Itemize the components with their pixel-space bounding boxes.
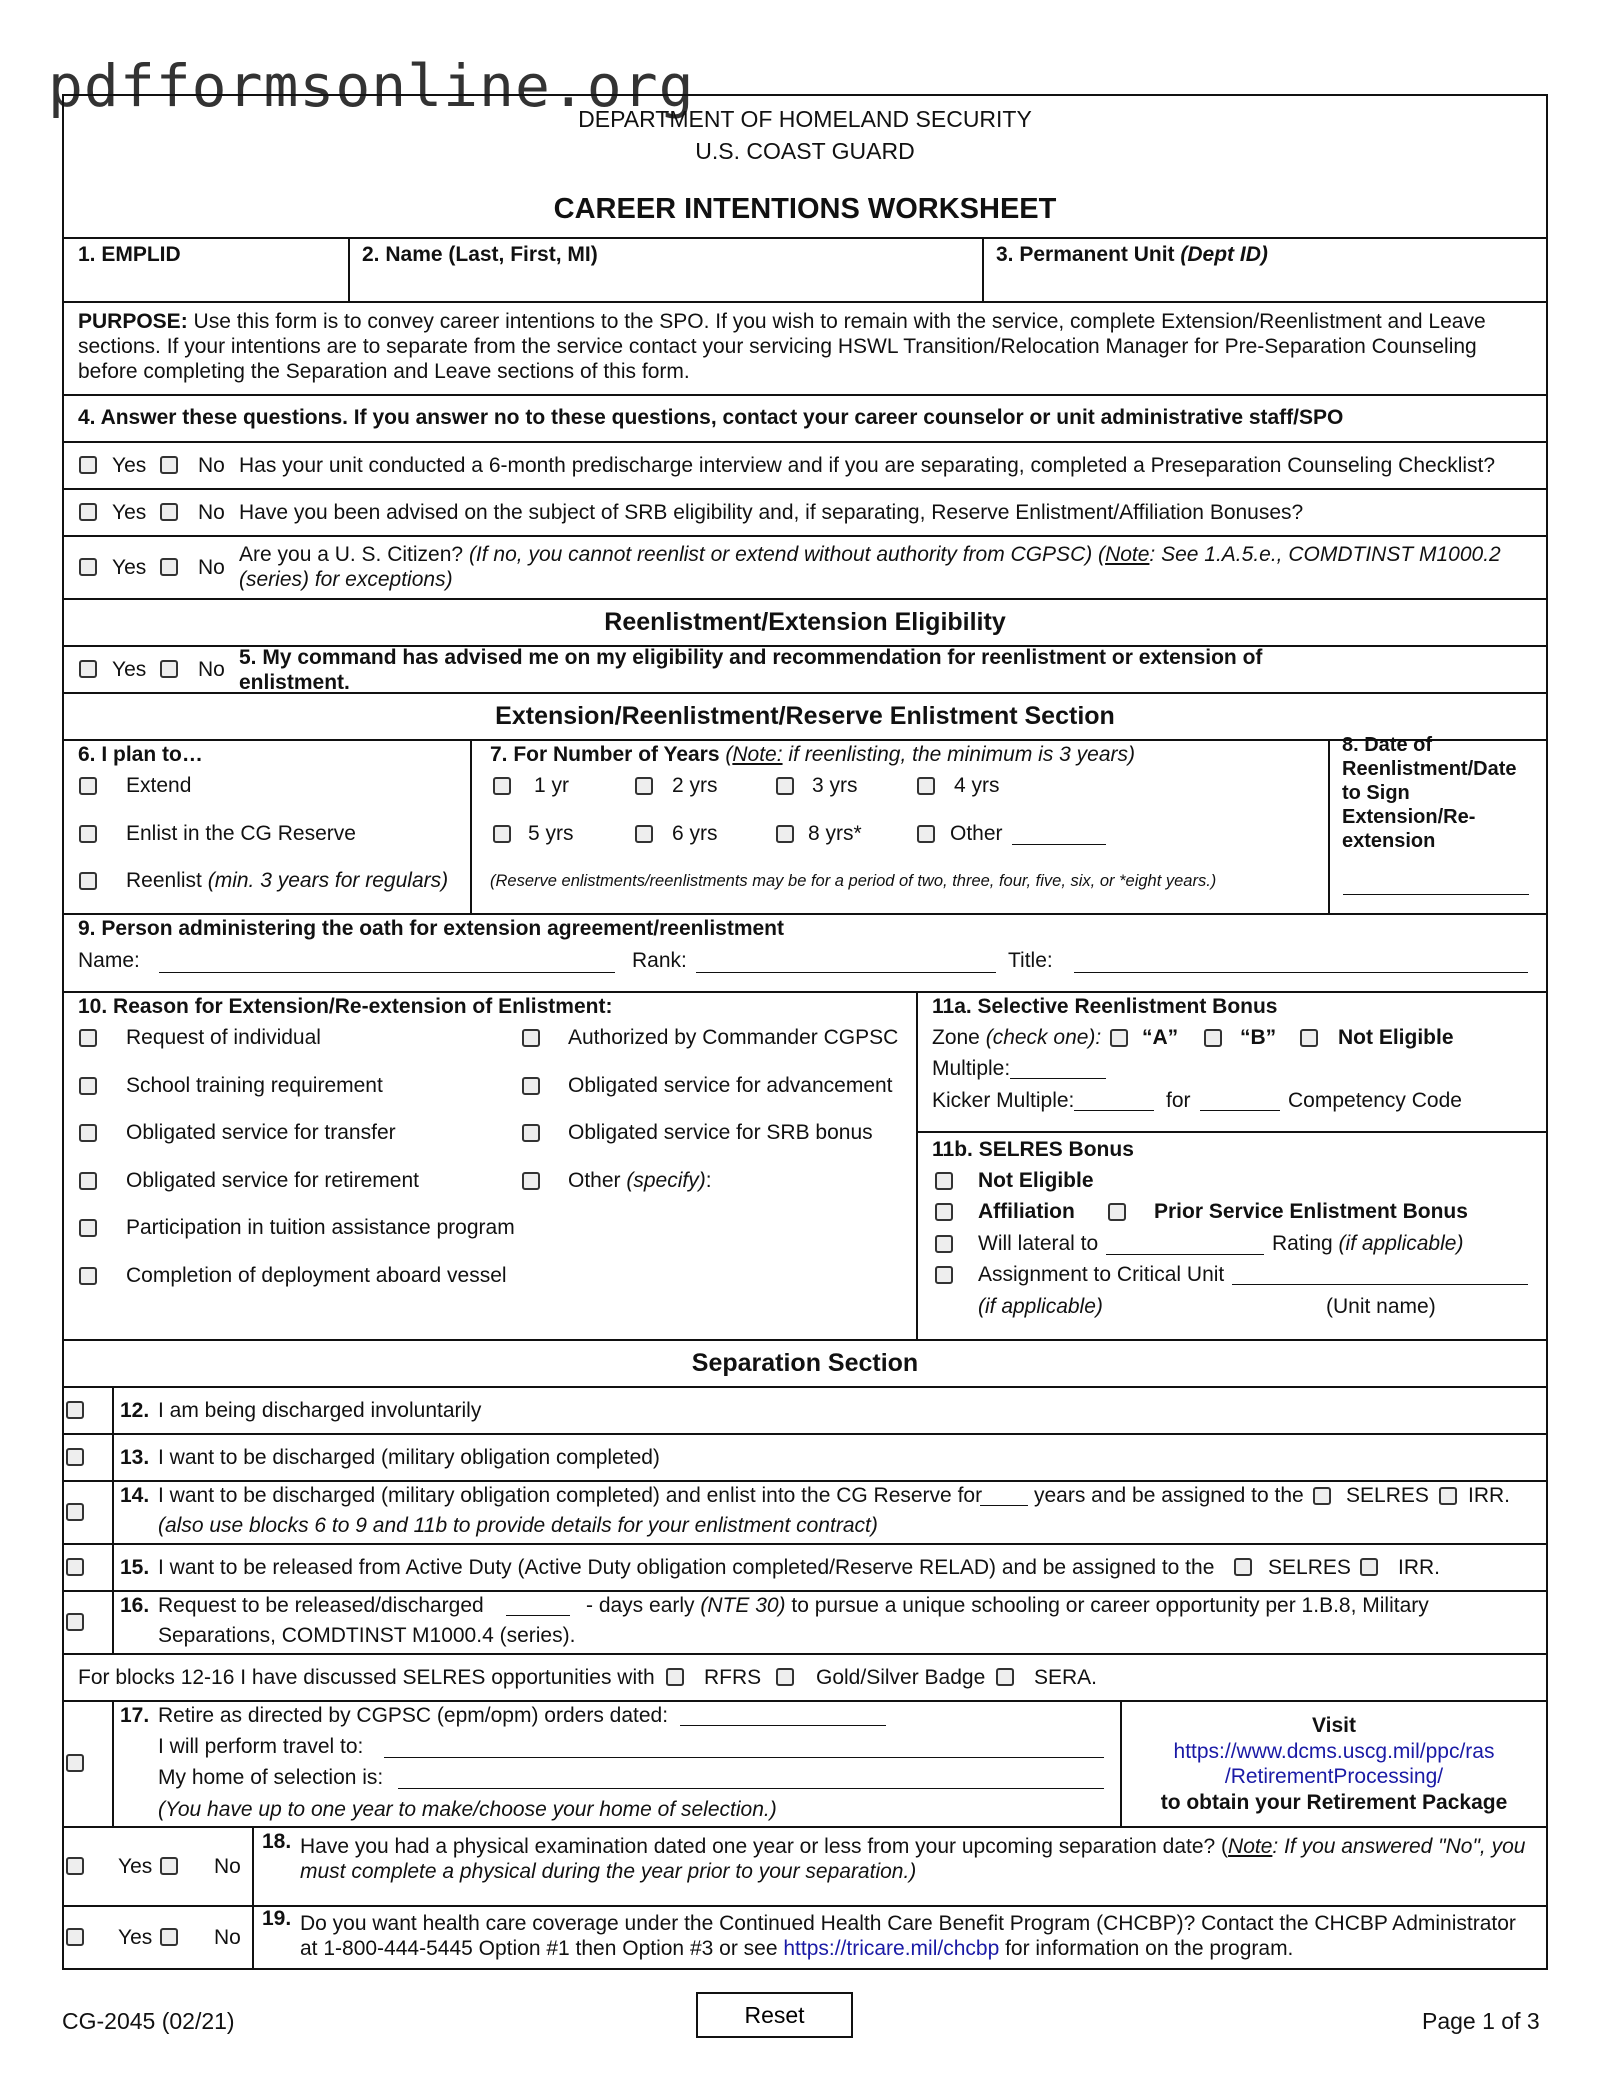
q15-selres-checkbox[interactable] — [1234, 1558, 1252, 1576]
q18-no-checkbox[interactable] — [160, 1857, 178, 1875]
q18-row — [64, 1828, 1546, 1907]
reason-label: Obligated service for transfer — [126, 1121, 396, 1144]
selres-heading: 11b. SELRES Bonus — [932, 1138, 1134, 1161]
for-label: for — [1166, 1089, 1191, 1112]
enlist-reserve-checkbox[interactable] — [79, 825, 97, 843]
q12-number: 12. — [120, 1399, 150, 1422]
travel-label: I will perform travel to: — [158, 1735, 364, 1758]
organization-title: U.S. COAST GUARD — [695, 138, 915, 164]
reason-label: Authorized by Commander CGPSC — [568, 1026, 899, 1049]
separation-heading-row — [64, 1341, 1546, 1388]
selres-discussion-row — [64, 1655, 1546, 1702]
emplid-label: 1. EMPLID — [78, 243, 181, 266]
q4-3-text: Are you a U. S. Citizen? (If no, you cannot reenlist or extend without authority from CGPSC) (Note: See 1.A.5.e., COMDTINST M1000.2 (series) for exceptions) — [239, 543, 1501, 591]
retirement-link[interactable]: https://www.dcms.uscg.mil/ppc/ras — [1173, 1740, 1495, 1763]
q14-selres-checkbox[interactable] — [1313, 1487, 1331, 1505]
q16-days-field[interactable] — [506, 1596, 570, 1616]
purpose-text: Use this form is to convey career intentions to the SPO. If you wish to remain with the service, complete Extension/Reenlistment and Leave sections. If your intentions are to separate from the service contact your servicing HSWL Transition/Relocation Manager for Pre-Separation Counseling before completing the Separation and Leave sections of this form. — [78, 310, 1486, 383]
zone-b-checkbox[interactable] — [1204, 1029, 1222, 1047]
q12-checkbox[interactable] — [66, 1401, 84, 1419]
q16-text-3: Separations, COMDTINST M1000.4 (series). — [158, 1624, 576, 1647]
no-label: No — [214, 1855, 241, 1878]
q12-text: I am being discharged involuntarily — [158, 1399, 482, 1422]
rating-label: Rating (if applicable) — [1272, 1232, 1464, 1255]
q15-checkbox[interactable] — [66, 1558, 84, 1576]
q13-checkbox[interactable] — [66, 1448, 84, 1466]
extend-checkbox[interactable] — [79, 777, 97, 795]
yes-label: Yes — [112, 658, 147, 681]
multiple-label: Multiple: — [932, 1057, 1011, 1080]
prior-service-checkbox[interactable] — [1108, 1203, 1126, 1221]
q5-text: 5. My command has advised me on my eligibility and recommendation for reenlistment or extension of enlistment. — [239, 646, 1263, 694]
no-label: No — [198, 658, 225, 681]
years-2-checkbox[interactable] — [635, 777, 653, 795]
q13-row — [64, 1435, 1546, 1482]
reason-transfer-checkbox[interactable] — [79, 1124, 97, 1142]
reason-label: Participation in tuition assistance program — [126, 1216, 515, 1239]
yes-label: Yes — [112, 501, 147, 524]
enlist-reserve-label: Enlist in the CG Reserve — [126, 822, 356, 845]
eligibility-heading-row — [64, 600, 1546, 647]
q14-note: (also use blocks 6 to 9 and 11b to provide details for your enlistment contract) — [158, 1514, 878, 1537]
reenlist-label: Reenlist (min. 3 years for regulars) — [126, 869, 449, 892]
extension-heading-row — [64, 694, 1546, 741]
permanent-unit-label: 3. Permanent Unit (Dept ID) — [996, 243, 1268, 266]
q15-row — [64, 1545, 1546, 1592]
badge-label: Gold/Silver Badge — [816, 1666, 986, 1689]
sera-label: SERA. — [1034, 1666, 1098, 1689]
reason-label: Request of individual — [126, 1026, 321, 1049]
years-5-label: 5 yrs — [528, 822, 574, 845]
reenlist-checkbox[interactable] — [79, 872, 97, 890]
reason-other-label: Other (specify): — [568, 1169, 712, 1192]
affiliation-label: Affiliation — [978, 1200, 1075, 1223]
selres-not-eligible-label: Not Eligible — [978, 1169, 1094, 1192]
reason-label: Obligated service for SRB bonus — [568, 1121, 873, 1144]
oath-row — [64, 915, 1546, 993]
reason-label: Obligated service for retirement — [126, 1169, 419, 1192]
name-label: 2. Name (Last, First, MI) — [362, 243, 598, 266]
oath-title-field[interactable] — [1074, 953, 1528, 973]
form-header — [64, 96, 1546, 239]
yes-label: Yes — [118, 1855, 153, 1878]
q16-number: 16. — [120, 1594, 150, 1617]
home-note: (You have up to one year to make/choose your home of selection.) — [158, 1798, 777, 1821]
q6-label: 6. I plan to… — [78, 743, 203, 766]
competency-label: Competency Code — [1288, 1089, 1462, 1112]
if-applicable-label: (if applicable) — [978, 1295, 1103, 1318]
q13-number: 13. — [120, 1446, 150, 1469]
q19-yes-checkbox[interactable] — [66, 1928, 84, 1946]
q19-row — [64, 1907, 1546, 1970]
q14-years-field[interactable] — [980, 1486, 1028, 1506]
oath-title-label: Title: — [1008, 949, 1053, 972]
q15-number: 15. — [120, 1556, 150, 1579]
lateral-field[interactable] — [1106, 1235, 1264, 1255]
q12-row — [64, 1388, 1546, 1435]
q4-1-yes-checkbox[interactable] — [79, 456, 97, 474]
competency-field[interactable] — [1200, 1091, 1280, 1111]
reason-cgpsc-checkbox[interactable] — [522, 1029, 540, 1047]
yes-label: Yes — [112, 556, 147, 579]
purpose-label: PURPOSE: — [78, 310, 188, 333]
q8-label: 8. Date of Reenlistment/Date to Sign Extension/Re-extension — [1342, 734, 1517, 852]
q4-item-3 — [64, 537, 1546, 600]
q19-text-2: at 1-800-444-5445 Option #1 then Option #3 or see https://tricare.mil/chcbp for information on the program. — [300, 1937, 1294, 1960]
q14-text-2: years and be assigned to the — [1034, 1484, 1304, 1507]
tricare-link[interactable]: https://tricare.mil/chcbp — [783, 1937, 1000, 1960]
sera-checkbox[interactable] — [996, 1668, 1014, 1686]
q10-heading: 10. Reason for Extension/Re-extension of Enlistment: — [78, 995, 613, 1018]
reset-button[interactable]: Reset — [696, 1992, 853, 2038]
years-other-checkbox[interactable] — [917, 825, 935, 843]
q7-footnote: (Reserve enlistments/reenlistments may be for a period of two, three, four, five, six, or *eight years.) — [490, 872, 1217, 890]
q17-number: 17. — [120, 1704, 150, 1727]
form-title: CAREER INTENTIONS WORKSHEET — [553, 193, 1057, 225]
lateral-label: Will lateral to — [978, 1232, 1099, 1255]
q14-irr-checkbox[interactable] — [1439, 1487, 1457, 1505]
watermark: pdfformsonline.org — [48, 52, 695, 120]
yes-label: Yes — [112, 454, 147, 477]
q18-text: Have you had a physical examination dated one year or less from your upcoming separation date? (Note: If you answered "No", you must complete a physical during the year prior to your separation.) — [300, 1835, 1526, 1883]
srb-heading: 11a. Selective Reenlistment Bonus — [932, 995, 1278, 1018]
q7-label: 7. For Number of Years (Note: if reenlisting, the minimum is 3 years) — [490, 743, 1136, 766]
q17-checkbox[interactable] — [66, 1754, 84, 1772]
years-5-checkbox[interactable] — [493, 825, 511, 843]
years-other-field[interactable] — [1012, 825, 1106, 845]
retirement-package-label: to obtain your Retirement Package — [1160, 1791, 1508, 1814]
q19-no-checkbox[interactable] — [160, 1928, 178, 1946]
q16-checkbox[interactable] — [66, 1613, 84, 1631]
q5-no-checkbox[interactable] — [160, 660, 178, 678]
years-8-label: 8 yrs* — [808, 822, 862, 845]
zone-a-label: “A” — [1142, 1026, 1179, 1049]
q5-yes-checkbox[interactable] — [79, 660, 97, 678]
q4-2-yes-checkbox[interactable] — [79, 503, 97, 521]
reason-advancement-checkbox[interactable] — [522, 1077, 540, 1095]
visit-label: Visit — [1312, 1714, 1356, 1737]
critical-unit-label: Assignment to Critical Unit — [978, 1263, 1225, 1286]
blocks-text: For blocks 12-16 I have discussed SELRES opportunities with — [78, 1666, 655, 1689]
q16-text: Request to be released/discharged — [158, 1594, 484, 1617]
kicker-label: Kicker Multiple: — [932, 1089, 1075, 1112]
years-3-checkbox[interactable] — [776, 777, 794, 795]
srb-not-eligible-label: Not Eligible — [1338, 1026, 1454, 1049]
irr-label: IRR. — [1468, 1484, 1510, 1507]
reason-request-checkbox[interactable] — [79, 1029, 97, 1047]
travel-field[interactable] — [384, 1738, 1104, 1758]
q15-text: I want to be released from Active Duty (Active Duty obligation completed/Reserve RELAD) and be assigned to the — [158, 1556, 1215, 1579]
q19-text: Do you want health care coverage under the Continued Health Care Benefit Program (CHCBP)? Contact the CHCBP Administrator — [300, 1912, 1516, 1935]
reenlistment-date-field[interactable] — [1343, 875, 1529, 895]
reason-label: School training requirement — [126, 1074, 383, 1097]
no-label: No — [198, 556, 225, 579]
no-label: No — [198, 454, 225, 477]
q4-item-1 — [64, 443, 1546, 490]
years-4-checkbox[interactable] — [917, 777, 935, 795]
years-6-checkbox[interactable] — [635, 825, 653, 843]
rfrs-checkbox[interactable] — [666, 1668, 684, 1686]
identification-row — [64, 239, 1546, 303]
kicker-field[interactable] — [1074, 1091, 1154, 1111]
q18-number: 18. — [262, 1830, 292, 1853]
q5-row — [64, 647, 1546, 694]
reason-srb-checkbox[interactable] — [522, 1124, 540, 1142]
q17-text: Retire as directed by CGPSC (epm/opm) orders dated: — [158, 1704, 669, 1727]
unit-name-label: (Unit name) — [1326, 1295, 1436, 1318]
critical-unit-field[interactable] — [1232, 1265, 1528, 1285]
extension-details-row — [64, 734, 1546, 915]
oath-heading: 9. Person administering the oath for extension agreement/reenlistment — [78, 917, 785, 940]
irr-label: IRR. — [1398, 1556, 1440, 1579]
home-label: My home of selection is: — [158, 1766, 384, 1789]
years-6-label: 6 yrs — [672, 822, 718, 845]
extend-label: Extend — [126, 774, 192, 797]
no-label: No — [214, 1926, 241, 1949]
reason-deployment-checkbox[interactable] — [79, 1267, 97, 1285]
career-intentions-form — [62, 94, 1548, 1970]
years-3-label: 3 yrs — [812, 774, 858, 797]
critical-unit-checkbox[interactable] — [935, 1266, 953, 1284]
eligibility-heading: Reenlistment/Extension Eligibility — [604, 608, 1006, 636]
badge-checkbox[interactable] — [776, 1668, 794, 1686]
rfrs-label: RFRS — [704, 1666, 762, 1689]
q19-number: 19. — [262, 1907, 292, 1930]
years-4-label: 4 yrs — [954, 774, 1000, 797]
q4-2-text: Have you been advised on the subject of SRB eligibility and, if separating, Reserve Enlistment/Affiliation Bonuses? — [239, 501, 1304, 524]
oath-rank-field[interactable] — [696, 953, 996, 973]
multiple-field[interactable] — [1010, 1059, 1106, 1079]
form-number: CG-2045 (02/21) — [62, 2008, 235, 2034]
q14-checkbox[interactable] — [66, 1503, 84, 1521]
q14-number: 14. — [120, 1484, 150, 1507]
q16-text-2: - days early (NTE 30) to pursue a unique schooling or career opportunity per 1.B.8, Military — [586, 1594, 1429, 1617]
years-8-checkbox[interactable] — [776, 825, 794, 843]
q4-3-yes-checkbox[interactable] — [79, 558, 97, 576]
reason-other-checkbox[interactable] — [522, 1172, 540, 1190]
q4-3-no-checkbox[interactable] — [160, 558, 178, 576]
home-field[interactable] — [398, 1769, 1104, 1789]
separation-heading: Separation Section — [691, 1349, 919, 1377]
years-1-label: 1 yr — [534, 774, 570, 797]
oath-name-label: Name: — [78, 949, 140, 972]
zone-label: Zone (check one): — [932, 1026, 1102, 1049]
orders-date-field[interactable] — [680, 1706, 886, 1726]
prior-service-label: Prior Service Enlistment Bonus — [1154, 1200, 1468, 1223]
reason-school-checkbox[interactable] — [79, 1077, 97, 1095]
affiliation-checkbox[interactable] — [935, 1203, 953, 1221]
selres-label: SELRES — [1268, 1556, 1351, 1579]
no-label: No — [198, 501, 225, 524]
zone-b-label: “B” — [1240, 1026, 1277, 1049]
selres-not-eligible-checkbox[interactable] — [935, 1172, 953, 1190]
reason-label: Completion of deployment aboard vessel — [126, 1264, 507, 1287]
q4-heading-row — [64, 396, 1546, 443]
years-1-checkbox[interactable] — [493, 777, 511, 795]
q14-row — [64, 1482, 1546, 1545]
years-2-label: 2 yrs — [672, 774, 718, 797]
q4-heading: 4. Answer these questions. If you answer no to these questions, contact your career counselor or unit administrative staff/SPO — [78, 406, 1344, 429]
q16-row — [64, 1592, 1546, 1655]
extension-heading: Extension/Reenlistment/Reserve Enlistment Section — [495, 702, 1115, 730]
purpose-section — [64, 303, 1546, 396]
selres-label: SELRES — [1346, 1484, 1429, 1507]
reason-label: Obligated service for advancement — [568, 1074, 893, 1097]
srb-not-eligible-checkbox[interactable] — [1300, 1029, 1318, 1047]
q4-1-no-checkbox[interactable] — [160, 456, 178, 474]
q14-text: I want to be discharged (military obligation completed) and enlist into the CG Reserve for — [158, 1484, 983, 1507]
reason-retirement-checkbox[interactable] — [79, 1172, 97, 1190]
zone-a-checkbox[interactable] — [1110, 1029, 1128, 1047]
oath-rank-label: Rank: — [632, 949, 687, 972]
q17-row — [64, 1702, 1546, 1828]
department-title: DEPARTMENT OF HOMELAND SECURITY — [578, 106, 1032, 132]
q4-1-text: Has your unit conducted a 6-month predischarge interview and if you are separating, completed a Preseparation Counseling Checklist? — [239, 454, 1496, 477]
yes-label: Yes — [118, 1926, 153, 1949]
q13-text: I want to be discharged (military obligation completed) — [158, 1446, 660, 1469]
q15-irr-checkbox[interactable] — [1360, 1558, 1378, 1576]
q4-2-no-checkbox[interactable] — [160, 503, 178, 521]
lateral-checkbox[interactable] — [935, 1235, 953, 1253]
reason-tuition-checkbox[interactable] — [79, 1219, 97, 1237]
oath-name-field[interactable] — [159, 953, 615, 973]
q4-item-2 — [64, 490, 1546, 537]
reasons-bonus-row — [64, 993, 1546, 1341]
page-number: Page 1 of 3 — [1422, 2008, 1540, 2034]
retirement-link-2[interactable]: /RetirementProcessing/ — [1224, 1765, 1444, 1788]
q18-yes-checkbox[interactable] — [66, 1857, 84, 1875]
years-other-label: Other — [950, 822, 1003, 845]
